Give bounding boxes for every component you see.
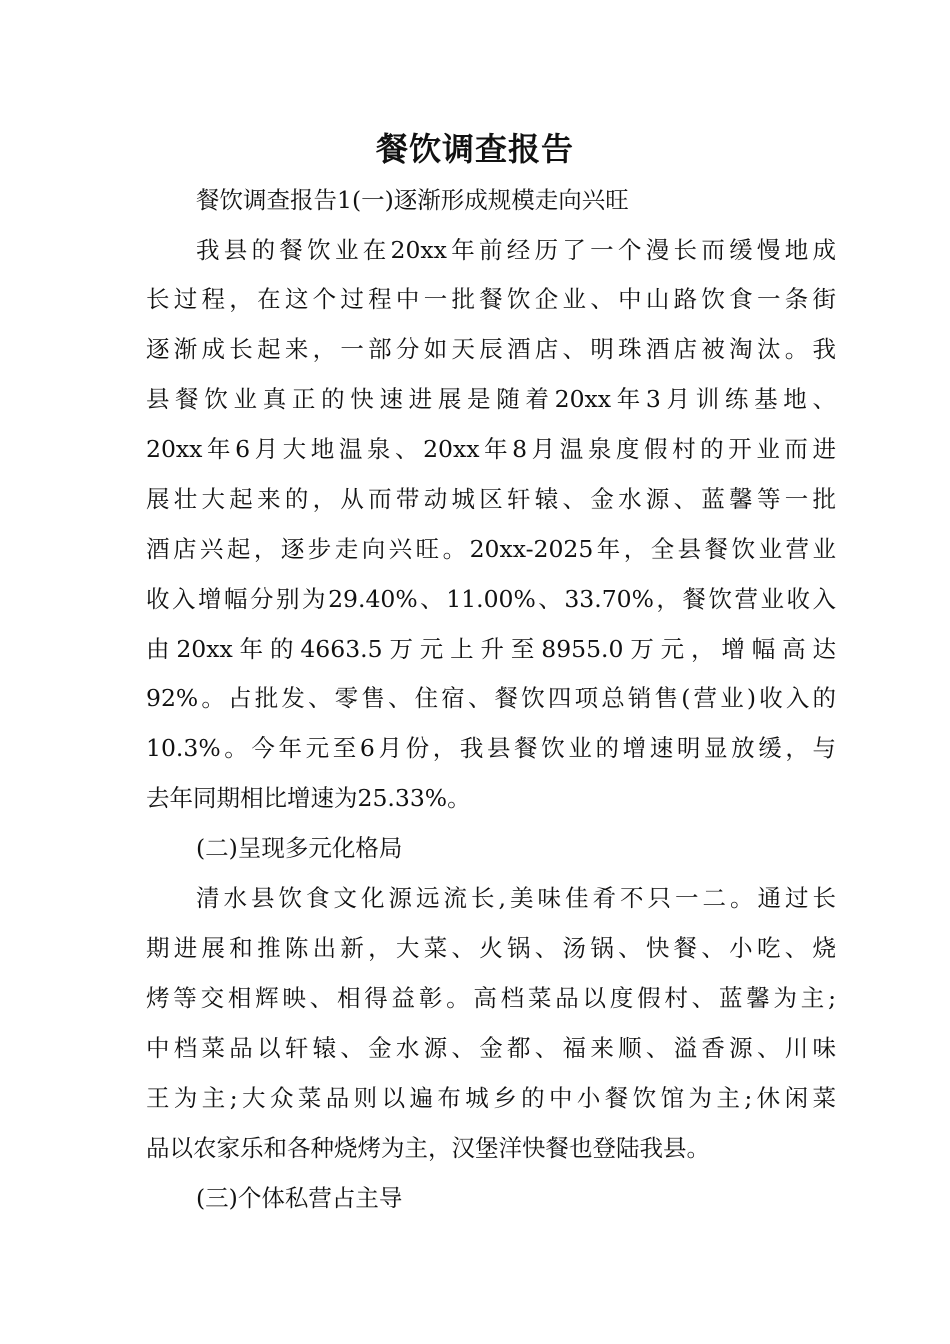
subheading-1: 餐饮调查报告1(一)逐渐形成规模走向兴旺 [196,186,629,214]
subheading-2: (二)呈现多元化格局 [196,834,403,862]
paragraph-line: 县餐饮业真正的快速进展是随着20xx年3月训练基地、 [146,385,836,413]
paragraph-line: 烤等交相辉映、相得益彰。高档菜品以度假村、蓝馨为主; [146,984,836,1012]
paragraph-line: 我县的餐饮业在20xx年前经历了一个漫长而缓慢地成 [196,236,836,264]
paragraph-line: 品以农家乐和各种烧烤为主，汉堡洋快餐也登陆我县。 [146,1134,710,1162]
paragraph-line: 长过程，在这个过程中一批餐饮企业、中山路饮食一条街 [146,285,836,313]
paragraph-line: 去年同期相比增速为25.33%。 [146,784,471,812]
paragraph-line: 王为主;大众菜品则以遍布城乡的中小餐饮馆为主;休闲菜 [146,1084,836,1112]
document-title: 餐饮调查报告 [375,130,574,168]
paragraph-line: 清水县饮食文化源远流长,美味佳肴不只一二。通过长 [196,884,836,912]
paragraph-line: 收入增幅分别为29.40%、11.00%、33.70%，餐饮营业收入 [146,585,836,613]
paragraph-line: 展壮大起来的，从而带动城区轩辕、金水源、蓝馨等一批 [146,485,836,513]
paragraph-line: 20xx年6月大地温泉、20xx年8月温泉度假村的开业而进 [146,435,836,463]
paragraph-line: 中档菜品以轩辕、金水源、金都、福来顺、溢香源、川味 [146,1034,836,1062]
paragraph-line: 逐渐成长起来，一部分如天辰酒店、明珠酒店被淘汰。我 [146,335,836,363]
paragraph-line: 期进展和推陈出新，大菜、火锅、汤锅、快餐、小吃、烧 [146,934,836,962]
subheading-3: (三)个体私营占主导 [196,1184,403,1212]
paragraph-line: 92%。占批发、零售、住宿、餐饮四项总销售(营业)收入的 [146,684,836,712]
paragraph-line: 由20xx年的4663.5万元上升至8955.0万元，增幅高达 [146,635,836,663]
paragraph-line: 酒店兴起，逐步走向兴旺。20xx-2025年，全县餐饮业营业 [146,535,836,563]
paragraph-line: 10.3%。今年元至6月份，我县餐饮业的增速明显放缓，与 [146,734,836,762]
